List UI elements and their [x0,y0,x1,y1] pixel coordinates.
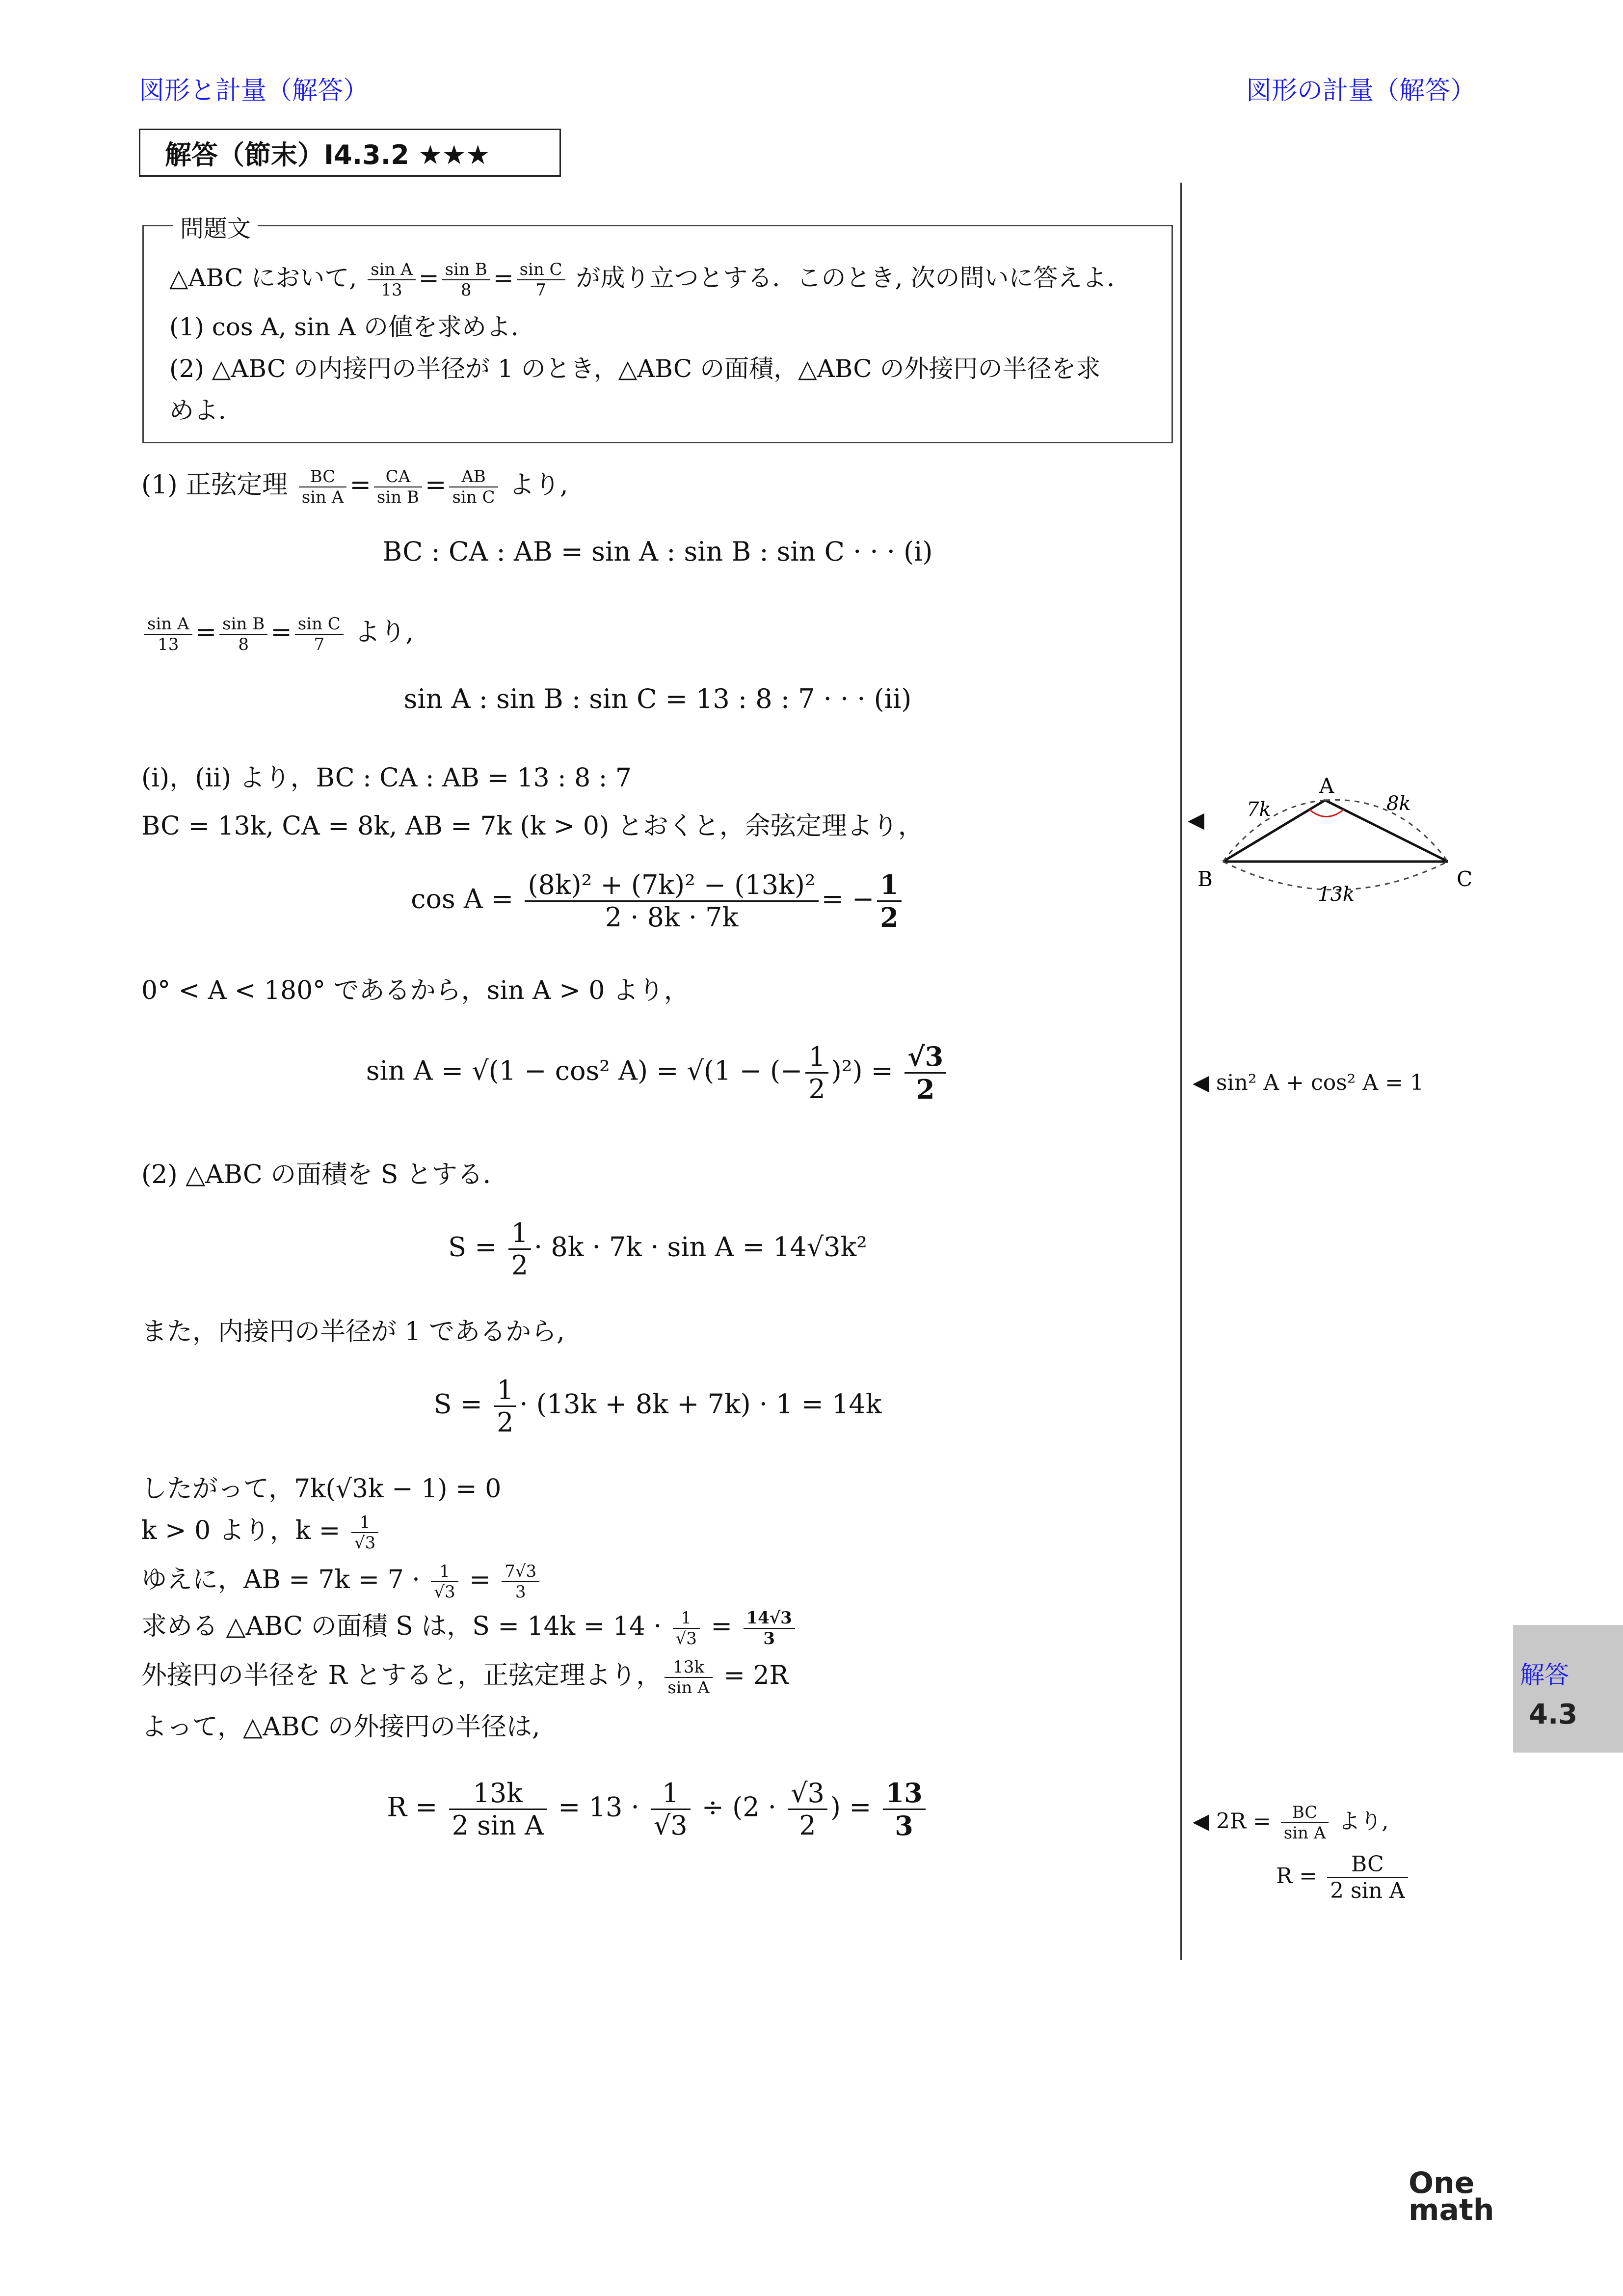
sol-p4: BC = 13k, CA = 8k, AB = 7k (k > 0) とおくと，余弦定理より， [141,811,924,841]
eq-S2: S = $\frac{1}{2}$ · (13k + 8k + 7k) · 1 = 14k [433,1375,882,1438]
label-13k: 13k [1318,883,1355,906]
problem-line-1: △ABC において, $\frac{\text{sin A}}{13}$ = $\frac{\text{sin B}}{8}$ = $\frac{\text{sin C}}{7}$ が成り立つとする．このとき, 次の問いに答えよ． [169,260,1132,300]
vertex-label-A: A [1319,774,1334,798]
margin-divider [1180,183,1182,1960]
section-tab [1513,1625,1623,1753]
problem-line-2: (1) cos A, sin A の値を求めよ． [169,313,536,341]
section-tab-label: 解答 [1520,1661,1569,1689]
sol-p1: (1) 正弦定理 $\frac{BC}{\text{sin A}}$ = $\frac{CA}{\text{sin B}}$ = $\frac{AB}{\text{sin C}}$ より, [141,466,568,507]
sol-p3: (i)，(ii) より，BC : CA : AB = 13 : 8 : 7 [141,763,632,793]
header-right: 図形の計量（解答） [1246,76,1476,106]
problem-line-3: (2) △ABC の内接円の半径が 1 のとき，△ABC の面積，△ABC の外接円の半径を求 [169,354,1101,383]
eq-sinA: sin A = √(1 − cos² A) = √(1 − (− $\frac{1}{2}$ )²) = $\frac{√3}{2}$ [142,1041,1173,1105]
logo-one: One [1409,2166,1475,2200]
label-7k: 7k [1247,798,1271,821]
problem-box [142,215,1173,443]
sol-p2: $\frac{\text{sin A}}{13}$ = $\frac{\text{sin B}}{8}$ = $\frac{\text{sin C}}{7}$ より, [141,611,414,654]
eq-ratio-2: sin A : sin B : sin C = 13 : 8 : 7 · · · (ii) [403,683,912,714]
triangle-figure [1188,761,1482,913]
solution-title: 解答（節末）I4.3.2 ★★★ [139,129,561,177]
sol-p5: 0° < A < 180° であるから，sin A > 0 より， [141,976,690,1005]
sol-p11: 求める △ABC の面積 S は，S = 14k = 14 · $\frac{1}{√3}$ = $\frac{14√3}{3}$ [141,1605,798,1648]
angle-A-mark [1309,810,1344,817]
sol-p7: また，内接円の半径が 1 であるから, [141,1317,565,1347]
eq-cosA: cos A = $\frac{\text{(8k)² + (7k)² − (13k)²}}{2 \cdot 8k \cdot 7k}$ = − $\frac{1}{2}$ [142,869,1173,933]
side-marker: ◀ [1188,808,1204,833]
sol-p9: k > 0 より，k = $\frac{1}{√3}$ [141,1510,381,1553]
eq-ratio-1: BC : CA : AB = sin A : sin B : sin C · · · (i) [382,536,933,567]
sol-p6: (2) △ABC の面積を S とする． [141,1160,508,1189]
sol-p12: 外接円の半径を R とすると，正弦定理より， $\frac{13k}{\text{sin A}}$ = 2R [141,1657,789,1698]
problem-line-4: めよ． [169,396,243,425]
sol-p10: ゆえに，AB = 7k = 7 · $\frac{1}{√3}$ = $\frac{7√3}{3}$ [141,1559,542,1602]
eq-R: R = $\frac{13k}{\text{2 sin A}}$ = 13 · $\frac{1}{√3}$ ÷ (2 · $\frac{√3}{2}$ ) = $\frac{13}{3}$ [142,1777,1173,1841]
section-tab-number: 4.3 [1529,1699,1578,1730]
header-left: 図形と計量（解答） [139,76,369,106]
logo-math: math [1409,2193,1494,2228]
vertex-label-C: C [1457,867,1473,891]
sol-p8: したがって，7k(√3k − 1) = 0 [141,1474,502,1504]
onemath-logo [1409,2166,1494,2228]
side-note-R: R = $\frac{BC}{\text{2 sin A}}$ [1276,1852,1411,1903]
side-note-sine-law: ◀ 2R = $\frac{BC}{\text{sin A}}$ より, [1193,1803,1389,1843]
vertex-label-B: B [1197,867,1213,891]
problem-label: 問題文 [173,210,258,243]
side-note-identity: ◀ sin² A + cos² A = 1 [1193,1070,1424,1095]
label-8k: 8k [1386,792,1411,815]
eq-S1: S = $\frac{1}{2}$ · 8k · 7k · sin A = 14√3k² [448,1217,867,1281]
sol-p13: よって，△ABC の外接円の半径は, [141,1712,540,1742]
